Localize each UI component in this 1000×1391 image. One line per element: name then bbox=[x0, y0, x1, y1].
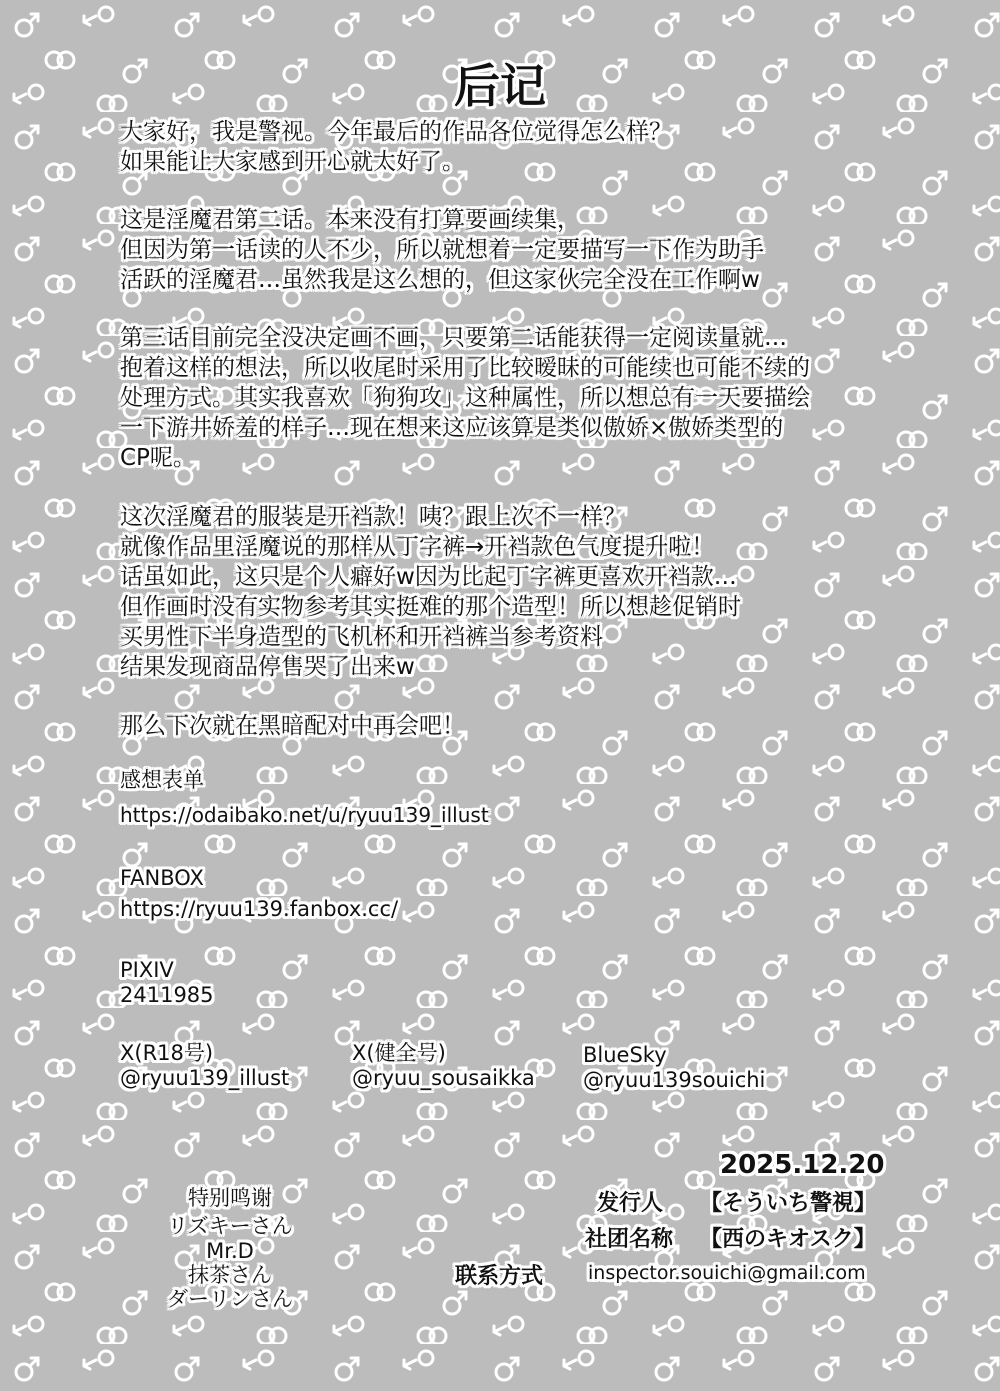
thanks-name: ダーリンさん bbox=[167, 1287, 293, 1311]
social-bluesky-label: BlueSky bbox=[583, 1043, 667, 1067]
paragraph-costume: 这次淫魔君的服装是开裆款！咦？跟上次不一样？ 就像作品里淫魔说的那样从丁字裤→开裆款色气度提升啦！ 话虽如此，这只是个人癖好w因为比起丁字裤更喜欢开裆款… 但作画时没有实物参考其实挺难的那个造型！所以想趁促销时 买男性下半身造型的飞机杯和开裆裤当参考资料 结果发现商品停售哭了出来w bbox=[120, 504, 741, 680]
social-bluesky-handle[interactable]: @ryuu139souichi bbox=[583, 1068, 766, 1092]
fanbox-link[interactable]: https://ryuu139.fanbox.cc/ bbox=[120, 897, 399, 921]
social-x-general-label: X(健全号) bbox=[352, 1041, 446, 1065]
paragraph-greeting: 大家好，我是警视。今年最后的作品各位觉得怎么样？ 如果能让大家感到开心就太好了。 bbox=[120, 119, 672, 175]
thanks-title: 特别鸣谢 bbox=[188, 1186, 272, 1210]
fanbox-label: FANBOX bbox=[120, 866, 204, 890]
thanks-name: Mr.D bbox=[206, 1239, 254, 1263]
feedback-link[interactable]: https://odaibako.net/u/ryuu139_illust bbox=[120, 803, 489, 827]
paragraph-episode-three: 第三话目前完全没决定画不画，只要第二话能获得一定阅读量就… 抱着这样的想法，所以收尾时采用了比较暧昧的可能续也可能不续的 处理方式。其实我喜欢「狗狗攻」这种属性，所以想总有一天要描绘 一下游井娇羞的样子…现在想来这应该算是类似傲娇×傲娇类型的 CP呢。 bbox=[120, 325, 810, 471]
thanks-name: リズキーさん bbox=[167, 1214, 293, 1238]
contact-email[interactable]: inspector.souichi@gmail.com bbox=[588, 1262, 866, 1284]
paragraph-episode-two: 这是淫魔君第二话。本来没有打算要画续集， 但因为第一话读的人不少，所以就想着一定要描写一下作为助手 活跃的淫魔君…虽然我是这么想的，但这家伙完全没在工作啊w bbox=[120, 207, 764, 293]
thanks-name: 抹茶さん bbox=[188, 1263, 272, 1287]
social-x-general-handle[interactable]: @ryuu_sousaikka bbox=[352, 1066, 535, 1090]
pixiv-label: PIXIV bbox=[120, 958, 174, 982]
social-x-r18-label: X(R18号) bbox=[120, 1041, 214, 1065]
pixiv-id: 2411985 bbox=[120, 983, 214, 1007]
feedback-label: 感想表单 bbox=[120, 768, 204, 792]
paragraph-farewell: 那么下次就在黑暗配对中再会吧！ bbox=[120, 713, 465, 739]
contact-label: 联系方式 bbox=[455, 1264, 544, 1289]
publication-date: 2025.12.20 bbox=[720, 1150, 885, 1180]
publisher-name: 【そういち警視】 bbox=[700, 1191, 877, 1216]
circle-label: 社团名称 bbox=[585, 1227, 674, 1252]
social-x-r18-handle[interactable]: @ryuu139_illust bbox=[120, 1066, 290, 1090]
circle-name: 【西のキオスク】 bbox=[700, 1227, 876, 1252]
publisher-label: 发行人 bbox=[597, 1191, 664, 1216]
page-title: 后记 bbox=[454, 59, 546, 113]
